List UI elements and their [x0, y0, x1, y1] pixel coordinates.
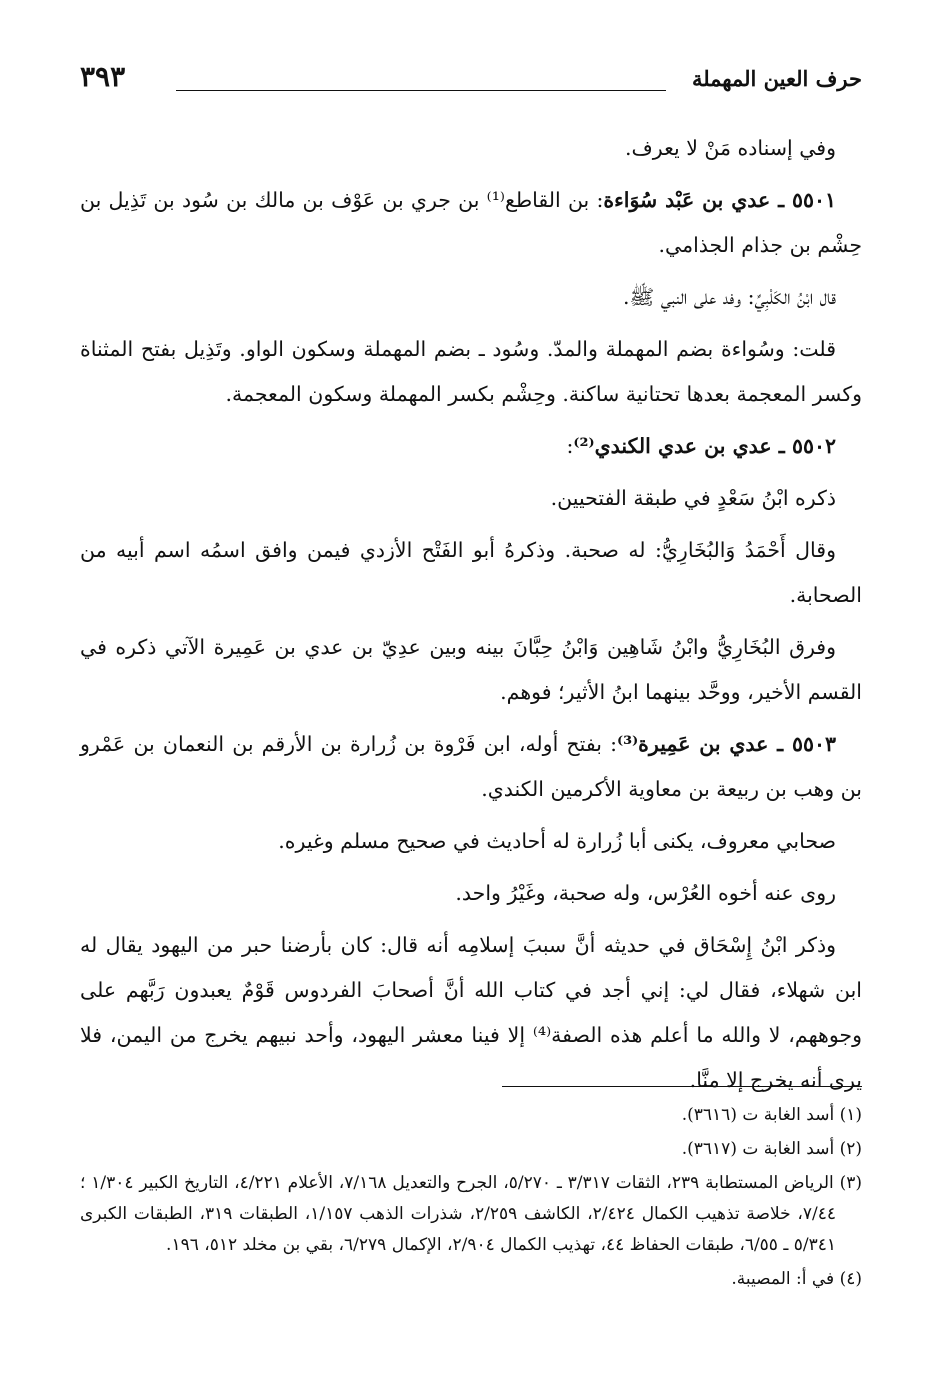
main-text — [80, 126, 862, 1110]
entry-heading: ٥٥٠١ ـ عدي بن عَبْد سُوَاءة — [603, 188, 836, 212]
paragraph: روى عنه أخوه العُرْس، وله صحبة، وغَيْرُ واحد. — [455, 881, 836, 905]
header-rule — [176, 90, 666, 91]
paragraph: قال ابْنُ الكَلْبِيِّ: وفد على النبي ﷺ. — [622, 285, 836, 309]
footnote: (٤) في أ: المصيبة. — [731, 1269, 862, 1289]
page-header — [80, 56, 862, 100]
entry-heading: ٥٥٠٢ ـ عدي بن عدي الكندي⁽²⁾ — [573, 434, 836, 458]
footnote: (٢) أسد الغابة ت (٣٦١٧). — [681, 1139, 862, 1159]
page-number: ٣٩٣ — [80, 60, 126, 93]
paragraph: وفي إسناده مَنْ لا يعرف. — [625, 136, 836, 160]
footnote: (١) أسد الغابة ت (٣٦١٦). — [681, 1105, 862, 1125]
paragraph: وفرق البُخَارِيُّ وابْنُ شَاهِين وَابْنُ حِبَّانَ بينه وبين عدِيّ بن عدي بن عَمِيرة الآتي ذكره في القسم الأخير، ووحَّد بينهما ابنُ الأثير؛ فوهم. — [80, 635, 862, 704]
entry-heading: ٥٥٠٣ ـ عدي بن عَمِيرة⁽³⁾ — [616, 732, 836, 756]
paragraph: ذكره ابْنُ سَعْدٍ في طبقة الفتحيين. — [550, 486, 836, 510]
footnote-separator — [502, 1086, 862, 1087]
paragraph: وذكر ابْنُ إِسْحَاق في حديثه أنَّ سببَ إسلامِه أنه قال: كان بأرضنا حبر من اليهود يقال له ابن شهلاء، فقال لي: إني أجد في كتاب الله أنَّ أصحابَ الفردوس قَوْمٌ يعبدون رَبَّهم على وجوههم، لا والله ما أعلم هذه الصفة⁽⁴⁾ إلا فينا معشر اليهود، وأحد نبيهم يخرج من اليمن، فلا يرى أنه يخرج إلا منَّا. — [80, 933, 862, 1092]
running-title: حرف العين المهملة — [691, 66, 862, 91]
entry-5503: ٥٥٠٣ ـ عدي بن عَمِيرة⁽³⁾: بفتح أوله، ابن فَرْوة بن زُرارة بن الأرقم بن النعمان بن عَمْرو بن وهب بن ربيعة بن معاوية الأكرمين الكندي. — [80, 732, 862, 801]
paragraph: قلت: وسُواءة بضم المهملة والمدّ. وسُود ـ بضم المهملة وسكون الواو. وتَذِيل بفتح المثناة وكسر المعجمة بعدها تحتانية ساكنة. وحِشْم بكسر المهملة وسكون المعجمة. — [80, 337, 862, 406]
footnote: (٣) الرياض المستطابة ٢٣٩، الثقات ٣/٣١٧ ـ ٥/٢٧٠، الجرح والتعديل ٧/١٦٨، الأعلام ٤/٢٢١، التاريخ الكبير ١/٣٠٤ ؛ ٧/٤٤، خلاصة تذهيب الكمال ٢/٤٢٤، الكاشف ٢/٢٥٩، شذرات الذهب ١/١٥٧، الطبقات ٣١٩، الطبقات الكبرى ٥/٣٤١ ـ ٦/٥٥، طبقات الحفاظ ٤٤، تهذيب الكمال ٢/٩٠٤، الإكمال ٦/٢٧٩، بقي بن مخلد ٥١٢، ١٩٦. — [80, 1173, 863, 1255]
entry-5501: ٥٥٠١ ـ عدي بن عَبْد سُوَاءة: بن القاطع⁽¹⁾ بن جري بن عَوْف بن مالك بن سُود بن تَذِيل بن حِشْم بن جذام الجذامي. — [80, 188, 862, 257]
entry-5502: ٥٥٠٢ ـ عدي بن عدي الكندي⁽²⁾: — [566, 434, 836, 458]
paragraph: صحابي معروف، يكنى أبا زُرارة له أحاديث في صحيح مسلم وغيره. — [278, 829, 836, 853]
paragraph: وقال أَحْمَدُ وَالبُخَارِيُّ: له صحبة. وذكرهُ أبو الفَتْح الأزدي فيمن وافق اسمُه اسم أبيه من الصحابة. — [80, 538, 862, 607]
footnotes — [80, 1100, 862, 1298]
